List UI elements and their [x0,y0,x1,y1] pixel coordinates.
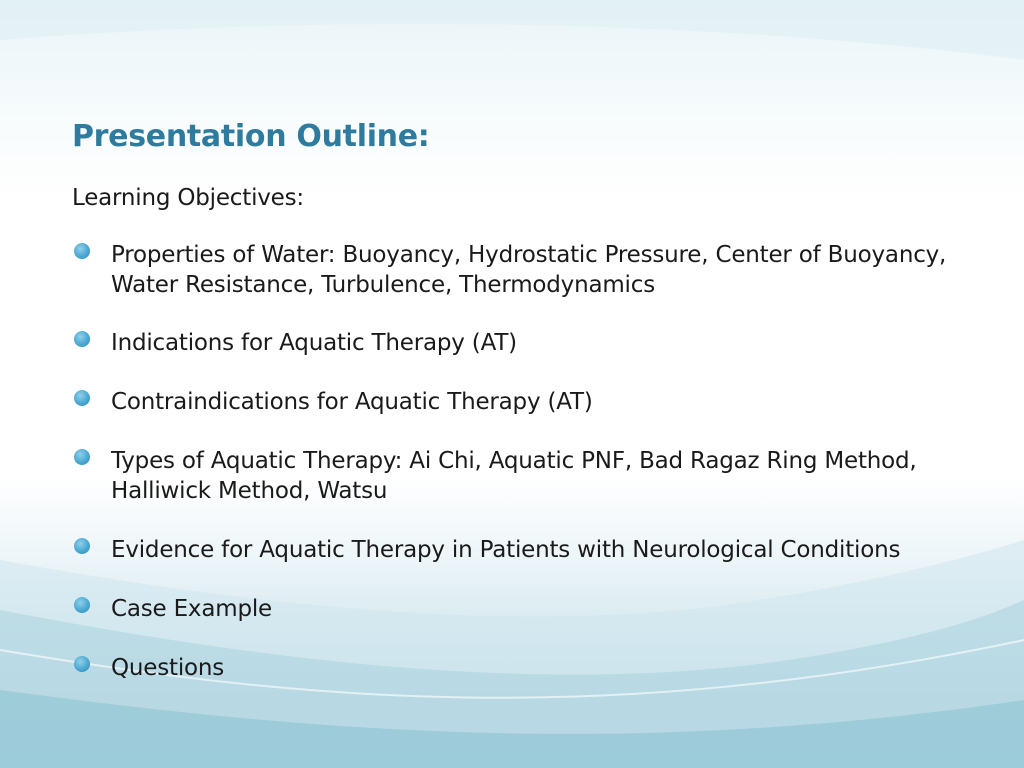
bullet-dot-icon [74,331,90,347]
learning-objectives-heading: Learning Objectives: [72,185,304,211]
bullet-dot-icon [74,656,90,672]
bullet-dot-icon [74,390,90,406]
list-item-text: Questions [111,655,225,681]
bullet-dot-icon [74,538,90,554]
list-item [72,535,972,565]
list-item [72,328,972,358]
list-item-text: Types of Aquatic Therapy: Ai Chi, Aquatic PNF, Bad Ragaz Ring Method, Halliwick Method, Watsu [111,448,917,504]
list-item-text: Indications for Aquatic Therapy (AT) [111,330,517,356]
list-item-text: Evidence for Aquatic Therapy in Patients with Neurological Conditions [111,537,901,563]
slide-title: Presentation Outline: [72,119,430,154]
list-item [72,653,972,683]
list-item [72,240,972,300]
objectives-list [72,240,972,683]
list-item [72,387,972,417]
slide-content [72,116,972,683]
list-item [72,446,972,506]
bullet-dot-icon [74,597,90,613]
list-item [72,594,972,624]
bullet-dot-icon [74,243,90,259]
bullet-dot-icon [74,449,90,465]
list-item-text: Contraindications for Aquatic Therapy (AT) [111,389,593,415]
list-item-text: Case Example [111,596,272,622]
list-item-text: Properties of Water: Buoyancy, Hydrostatic Pressure, Center of Buoyancy, Water Resistance, Turbulence, Thermodynamics [111,242,947,298]
wave-top-band [0,0,1024,60]
